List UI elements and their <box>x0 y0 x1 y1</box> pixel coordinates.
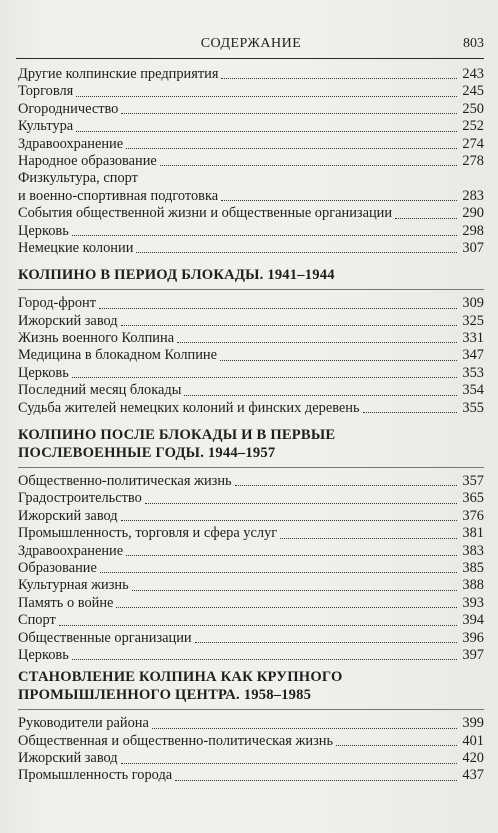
toc-group-1 <box>18 66 484 257</box>
dot-leader <box>72 659 457 660</box>
section-heading: КОЛПИНО В ПЕРИОД БЛОКАДЫ. 1941–1944 <box>18 267 335 284</box>
toc-entry <box>18 347 484 364</box>
toc-entry-page: 347 <box>462 347 484 364</box>
toc-entry-title: Здравоохранение <box>18 135 124 152</box>
toc-entry-page: 399 <box>462 715 484 732</box>
toc-entry-title: Город-фронт <box>18 295 97 312</box>
dot-leader <box>152 728 457 729</box>
toc-entry-page: 383 <box>462 542 484 559</box>
toc-entry-page: 325 <box>462 312 484 329</box>
page-number: 803 <box>463 36 484 51</box>
dot-leader <box>116 607 457 608</box>
dot-leader <box>100 572 457 573</box>
dot-leader <box>126 555 457 556</box>
toc-entry <box>18 330 484 347</box>
toc-entry <box>18 205 484 222</box>
toc-group-2 <box>18 295 484 417</box>
toc-entry <box>18 490 484 507</box>
section-heading-line2: ПРОМЫШЛЕННОГО ЦЕНТРА. 1958–1985 <box>18 687 312 704</box>
toc-entry-page: 397 <box>462 646 484 663</box>
toc-entry-page: 357 <box>462 473 484 490</box>
toc-entry <box>18 400 484 417</box>
toc-entry-page: 252 <box>462 118 484 135</box>
toc-entry-title: Последний месяц блокады <box>18 382 182 399</box>
toc-entry-page: 298 <box>462 222 484 239</box>
running-header <box>18 36 484 56</box>
dot-leader <box>395 218 457 219</box>
toc-entry-title: Другие колпинские предприятия <box>18 65 219 82</box>
toc-entry <box>18 750 484 767</box>
dot-leader <box>76 96 457 97</box>
toc-entry-page: 420 <box>462 750 484 767</box>
dot-leader <box>363 412 457 413</box>
toc-entry <box>18 365 484 382</box>
toc-entry-page: 355 <box>462 399 484 416</box>
toc-entry-title: Общественно-политическая жизнь <box>18 473 232 490</box>
toc-entry-title: Культурная жизнь <box>18 577 129 594</box>
toc-entry-title: Здравоохранение <box>18 542 124 559</box>
toc-entry-page: 243 <box>462 65 484 82</box>
toc-entry-title-line1: Физкультура, спорт <box>18 170 138 187</box>
toc-entry-title: Культура <box>18 118 74 135</box>
dot-leader <box>220 360 457 361</box>
toc-entry <box>18 313 484 330</box>
toc-entry-page: 307 <box>462 239 484 256</box>
dot-leader <box>280 538 457 539</box>
toc-group-3 <box>18 473 484 664</box>
toc-entry-page: 393 <box>462 594 484 611</box>
dot-leader <box>336 745 457 746</box>
section-divider <box>18 467 484 468</box>
toc-entry-title: Немецкие колонии <box>18 239 134 256</box>
toc-entry-title: Народное образование <box>18 152 157 169</box>
toc-entry <box>18 136 484 153</box>
toc-entry <box>18 733 484 750</box>
dot-leader <box>221 200 457 201</box>
toc-entry <box>18 240 484 257</box>
toc-entry-title: Память о войне <box>18 594 114 611</box>
toc-entry <box>18 473 484 490</box>
toc-entry <box>18 768 484 785</box>
toc-entry-title: Общественные организации <box>18 629 192 646</box>
toc-entry-title: Церковь <box>18 364 69 381</box>
toc-entry <box>18 525 484 542</box>
toc-entry <box>18 560 484 577</box>
section-divider <box>18 289 484 290</box>
dot-leader <box>72 377 457 378</box>
toc-entry-page: 354 <box>462 382 484 399</box>
toc-entry-title: Ижорский завод <box>18 750 118 767</box>
dot-leader <box>175 780 457 781</box>
toc-entry-title: Руководители района <box>18 715 149 732</box>
toc-entry <box>18 647 484 664</box>
dot-leader <box>72 235 457 236</box>
toc-entry-title: Промышленность города <box>18 767 173 784</box>
toc-entry <box>18 382 484 399</box>
toc-entry-page: 437 <box>462 767 484 784</box>
table-of-contents <box>18 66 484 785</box>
toc-entry-title: Жизнь военного Колпина <box>18 330 175 347</box>
toc-entry <box>18 295 484 312</box>
toc-entry <box>18 595 484 612</box>
toc-entry <box>18 153 484 170</box>
toc-entry <box>18 118 484 135</box>
dot-leader <box>160 165 457 166</box>
toc-entry-title: Торговля <box>18 83 74 100</box>
dot-leader <box>132 590 457 591</box>
toc-entry-title: Ижорский завод <box>18 507 118 524</box>
toc-entry-page: 396 <box>462 629 484 646</box>
toc-entry-page: 376 <box>462 507 484 524</box>
dot-leader <box>184 395 457 396</box>
toc-entry <box>18 101 484 118</box>
dot-leader <box>121 520 457 521</box>
toc-entry-title: Общественная и общественно-политическая жизнь <box>18 732 334 749</box>
toc-entry <box>18 612 484 629</box>
toc-entry-title: Медицина в блокадном Колпине <box>18 347 218 364</box>
dot-leader <box>177 342 457 343</box>
toc-entry <box>18 630 484 647</box>
section-heading-line2: ПОСЛЕВОЕННЫЕ ГОДЫ. 1944–1957 <box>18 445 276 462</box>
toc-entry <box>18 83 484 100</box>
toc-entry-page: 250 <box>462 100 484 117</box>
section-heading-line1: СТАНОВЛЕНИЕ КОЛПИНА КАК КРУПНОГО <box>18 669 343 686</box>
toc-entry-page: 274 <box>462 135 484 152</box>
toc-entry-page: 245 <box>462 83 484 100</box>
toc-entry-page: 394 <box>462 612 484 629</box>
toc-entry-page: 381 <box>462 525 484 542</box>
dot-leader <box>145 503 457 504</box>
dot-leader <box>121 763 457 764</box>
toc-entry <box>18 577 484 594</box>
toc-entry-page: 278 <box>462 152 484 169</box>
dot-leader <box>59 625 457 626</box>
toc-entry-title: Ижорский завод <box>18 312 118 329</box>
section-divider <box>18 709 484 710</box>
toc-entry-page: 290 <box>462 205 484 222</box>
toc-entry-title: Промышленность, торговля и сфера услуг <box>18 525 278 542</box>
toc-entry-page: 401 <box>462 732 484 749</box>
toc-group-4 <box>18 715 484 785</box>
dot-leader <box>136 252 457 253</box>
toc-entry-title: Огородничество <box>18 100 119 117</box>
toc-entry-title: События общественной жизни и общественные организации <box>18 205 393 222</box>
toc-entry <box>18 508 484 525</box>
section-heading-line1: КОЛПИНО ПОСЛЕ БЛОКАДЫ И В ПЕРВЫЕ <box>18 427 336 444</box>
dot-leader <box>99 308 457 309</box>
toc-entry-title: Градостроительство <box>18 490 142 507</box>
toc-entry-page: 309 <box>462 295 484 312</box>
toc-entry-page: 388 <box>462 577 484 594</box>
toc-entry-title: Спорт <box>18 612 56 629</box>
toc-entry-page: 331 <box>462 330 484 347</box>
toc-entry-title: Образование <box>18 559 97 576</box>
dot-leader <box>121 113 457 114</box>
dot-leader <box>126 148 457 149</box>
dot-leader <box>76 131 457 132</box>
toc-entry-page: 353 <box>462 364 484 381</box>
dot-leader <box>195 642 457 643</box>
header-rule <box>16 58 484 59</box>
toc-entry-title-line2: и военно-спортивная подготовка <box>18 187 219 204</box>
toc-entry-title: Церковь <box>18 646 69 663</box>
toc-entry-wrapped-line <box>18 170 484 187</box>
toc-entry <box>18 188 484 205</box>
toc-entry <box>18 66 484 83</box>
dot-leader <box>235 485 457 486</box>
toc-entry <box>18 223 484 240</box>
toc-entry <box>18 715 484 732</box>
dot-leader <box>121 325 457 326</box>
toc-entry-title: Церковь <box>18 222 69 239</box>
toc-entry-page: 283 <box>462 187 484 204</box>
toc-entry <box>18 543 484 560</box>
toc-entry-page: 385 <box>462 559 484 576</box>
toc-entry-page: 365 <box>462 490 484 507</box>
toc-entry-title: Судьба жителей немецких колоний и финских деревень <box>18 399 360 416</box>
running-header-title: СОДЕРЖАНИЕ <box>200 36 302 51</box>
dot-leader <box>221 78 457 79</box>
